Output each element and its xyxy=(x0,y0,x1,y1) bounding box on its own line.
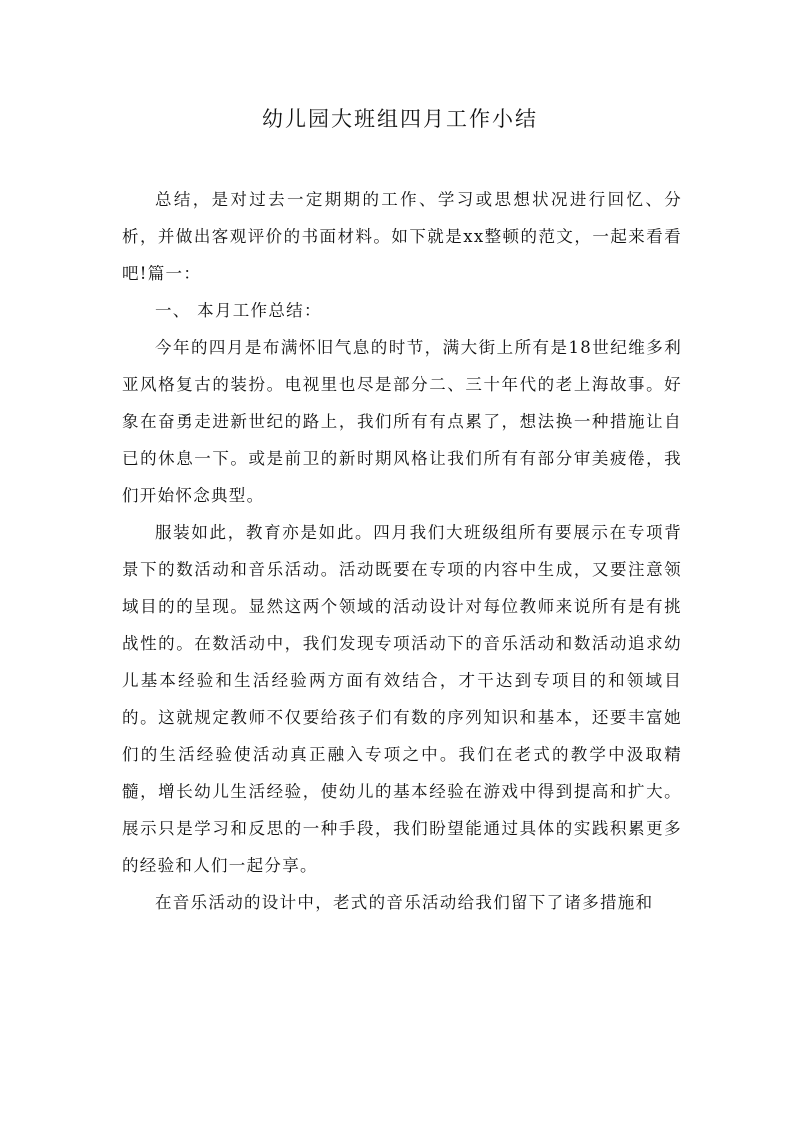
paragraph-section-heading: 一、 本月工作总结： xyxy=(155,301,322,320)
paragraph-april-atmosphere: 今年的四月是布满怀旧气息的时节，满大街上所有是18世纪维多利亚风格复古的装扮。电视里也尽是部分二、三十年代的老上海故事。好象在奋勇走进新世纪的路上，我们所有有点累了，想法换一种措施让自已的休息一下。或是前卫的新时期风格让我们所有有部分审美疲倦，我们开始怀念典型。 xyxy=(122,338,682,505)
document-body xyxy=(122,181,682,921)
paragraph-music-activity: 在音乐活动的设计中，老式的音乐活动给我们留下了诸多措施和 xyxy=(155,893,654,912)
paragraph-education: 服装如此，教育亦是如此。四月我们大班级组所有要展示在专项背景下的数活动和音乐活动。活动既要在专项的内容中生成，又要注意领域目的的呈现。显然这两个领域的活动设计对每位教师来说所有是有挑战性的。在数活动中，我们发现专项活动下的音乐活动和数活动追求幼儿基本经验和生活经验两方面有效结合，才干达到专项目的和领域目的。这就规定教师不仅要给孩子们有数的序列知识和基本，还要丰富她们的生活经验使活动真正融入专项之中。我们在老式的教学中汲取精髓，增长幼儿生活经验，使幼儿的基本经验在游戏中得到提高和扩大。展示只是学习和反思的一种手段，我们盼望能通过具体的实践积累更多的经验和人们一起分享。 xyxy=(122,523,682,875)
document-title: 幼儿园大班组四月工作小结 xyxy=(262,107,538,131)
paragraph-intro: 总结，是对过去一定期期的工作、学习或思想状况进行回忆、分析，并做出客观评价的书面材料。如下就是xx整顿的范文，一起来看看吧!篇一： xyxy=(122,190,682,283)
